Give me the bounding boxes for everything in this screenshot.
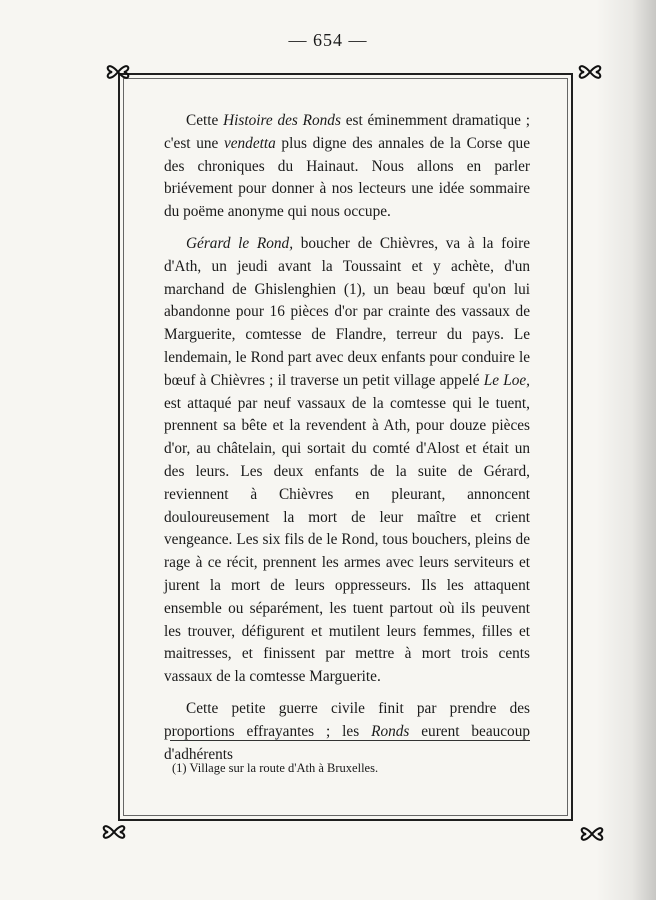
- page-edge-shadow: [596, 0, 656, 900]
- paragraph-3: Cette petite guerre civile finit par prendre des proportions effrayantes ; les Ronds eurent beaucoup d'adhérents: [164, 699, 530, 763]
- corner-ornament-top-left-icon: [102, 56, 134, 88]
- corner-ornament-bottom-right-icon: [576, 818, 608, 850]
- corner-ornament-top-right-icon: [574, 56, 606, 88]
- footnote: (1) Village sur la route d'Ath à Bruxelles.: [172, 761, 379, 775]
- title-histoire-des-ronds: Histoire des Ronds: [223, 112, 341, 129]
- place-le-loe: Le Loe,: [483, 371, 530, 389]
- footnote-divider: [170, 740, 530, 741]
- name-gerard-le-rond: Gérard le Rond,: [186, 234, 294, 252]
- page-number: — 654 —: [288, 30, 368, 50]
- term-vendetta: vendetta: [223, 134, 276, 152]
- paragraph-2: Gérard le Rond, boucher de Chièvres, va à la foire d'Ath, un jeudi avant la Toussaint et y achète, d'un marchand de Ghislenghien (1), un beau bœuf qu'on lui abandonne pour 16 pièces d'or par crainte des vassaux de Marguerite, comtesse de Flandre, terreur du pays. Le lendemain, le Rond part avec deux enfants pour conduire le bœuf à Chièvres ; il traverse un petit village appelé Le Loe, est attaqué par neuf vassaux de la comtesse qui le tuent, prennent sa bête et la revendent à Ath, pour douze pièces d'or, au châtelain, qui sortait du comté d'Alost et était un des leurs. Les deux enfants de la suite de Gérard, reviennent à Chièvres en pleurant, annoncent douloureusement la mort de leur maître et crient vengeance. Les six fils de le Rond, tous bouchers, pleins de rage à ce récit, prennent les armes avec leurs serviteurs et jurent la mort de leurs oppresseurs. Ils les attaquent ensemble ou séparément, les tuent partout où ils peuvent les trouver, défigurent et mutilent leurs femmes, filles et maitresses, et finissent par mettre à mort trois cents vassaux de la comtesse Marguerite.: [164, 234, 530, 686]
- term-ronds: Ronds: [371, 722, 410, 740]
- corner-ornament-bottom-left-icon: [98, 816, 130, 848]
- body-text: [164, 110, 530, 766]
- paragraph-1: Cette Histoire des Ronds est éminemment dramatique ; c'est une vendetta plus digne des annales de la Corse que des chroniques du Hainaut. Nous allons en parler briévement pour donner à nos lecteurs une idée sommaire du poëme anonyme qui nous occupe.: [164, 112, 531, 221]
